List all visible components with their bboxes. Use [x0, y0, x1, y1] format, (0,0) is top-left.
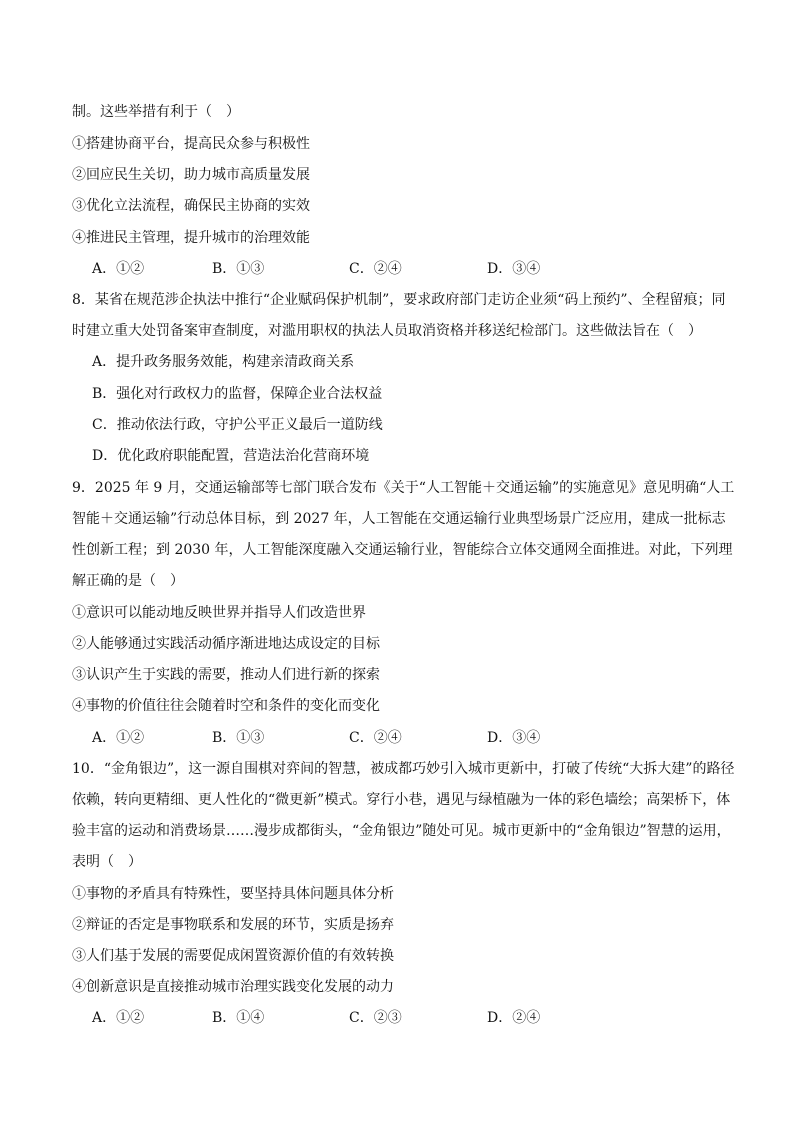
q8-stem-line-2: 时建立重大处罚备案审查制度，对滥用职权的执法人员取消资格并移送纪检部门。这些做法旨在（ ） [72, 323, 702, 339]
q9-statement-2: ②人能够通过实践活动循序渐进地达成设定的目标 [72, 636, 380, 652]
q7-option-a[interactable]: A．①② [92, 261, 145, 277]
q10-statement-2: ②辩证的否定是事物联系和发展的环节，实质是扬弃 [72, 917, 394, 933]
q7-option-d[interactable]: D．③④ [487, 261, 541, 277]
q7-statement-1: ①搭建协商平台，提高民众参与积极性 [72, 136, 310, 152]
q8-option-a[interactable]: A．提升政务服务效能，构建亲清政商关系 [92, 354, 355, 370]
q10-stem-line-1: 10．“金角银边”，这一源自围棋对弈间的智慧，被成都巧妙引入城市更新中，打破了传统“大拆大建”的路径 [72, 761, 735, 777]
q10-stem-line-4: 表明（ ） [72, 854, 142, 870]
q8-option-b[interactable]: B．强化对行政权力的监督，保障企业合法权益 [92, 386, 383, 402]
q9-statement-1: ①意识可以能动地反映世界并指导人们改造世界 [72, 605, 366, 621]
q9-statement-4: ④事物的价值往往会随着时空和条件的变化而变化 [72, 698, 380, 714]
q7-option-c[interactable]: C．②④ [349, 261, 402, 277]
q7-statement-3: ③优化立法流程，确保民主协商的实效 [72, 198, 310, 214]
q8-option-c[interactable]: C．推动依法行政，守护公平正义最后一道防线 [92, 417, 383, 433]
q9-option-a[interactable]: A．①② [92, 730, 145, 746]
q9-stem-line-3: 性创新工程；到 2030 年，人工智能深度融入交通运输行业，智能综合立体交通网全面推进。对此，下列理 [72, 542, 733, 558]
q10-option-c[interactable]: C．②③ [349, 1010, 402, 1026]
q10-option-d[interactable]: D．②④ [487, 1010, 541, 1026]
q8-option-d[interactable]: D．优化政府职能配置，营造法治化营商环境 [92, 448, 370, 464]
q10-option-b[interactable]: B．①④ [212, 1010, 265, 1026]
q10-stem-line-3: 验丰富的运动和消费场景……漫步成都街头，“金角银边”随处可见。城市更新中的“金角银边”智慧的运用， [72, 823, 731, 839]
q9-stem-line-4: 解正确的是（ ） [72, 573, 184, 589]
q9-statement-3: ③认识产生于实践的需要，推动人们进行新的探索 [72, 667, 380, 683]
q10-statement-1: ①事物的矛盾具有特殊性，要坚持具体问题具体分析 [72, 886, 394, 902]
q10-stem-line-2: 依赖，转向更精细、更人性化的“微更新”模式。穿行小巷，遇见与绿植融为一体的彩色墙绘；高架桥下，体 [72, 792, 731, 808]
q9-stem-line-2: 智能＋交通运输”行动总体目标，到 2027 年，人工智能在交通运输行业典型场景广泛应用，建成一批标志 [72, 511, 726, 527]
q9-option-b[interactable]: B．①③ [212, 730, 265, 746]
q9-option-c[interactable]: C．②④ [349, 730, 402, 746]
q9-stem-line-1: 9．2025 年 9 月，交通运输部等七部门联合发布《关于“人工智能＋交通运输”的实施意见》意见明确“人工 [72, 480, 735, 496]
q10-statement-3: ③人们基于发展的需要促成闲置资源价值的有效转换 [72, 948, 394, 964]
q7-option-b[interactable]: B．①③ [212, 261, 265, 277]
q9-option-d[interactable]: D．③④ [487, 730, 541, 746]
q7-statement-4: ④推进民主管理，提升城市的治理效能 [72, 230, 310, 246]
q8-stem-line-1: 8．某省在规范涉企执法中推行“企业赋码保护机制”，要求政府部门走访企业须“码上预约”、全程留痕；同 [72, 292, 726, 308]
q7-stem-tail: 制。这些举措有利于（ ） [72, 104, 240, 120]
q7-statement-2: ②回应民生关切，助力城市高质量发展 [72, 167, 310, 183]
q10-option-a[interactable]: A．①② [92, 1010, 145, 1026]
q10-statement-4: ④创新意识是直接推动城市治理实践变化发展的动力 [72, 979, 394, 995]
